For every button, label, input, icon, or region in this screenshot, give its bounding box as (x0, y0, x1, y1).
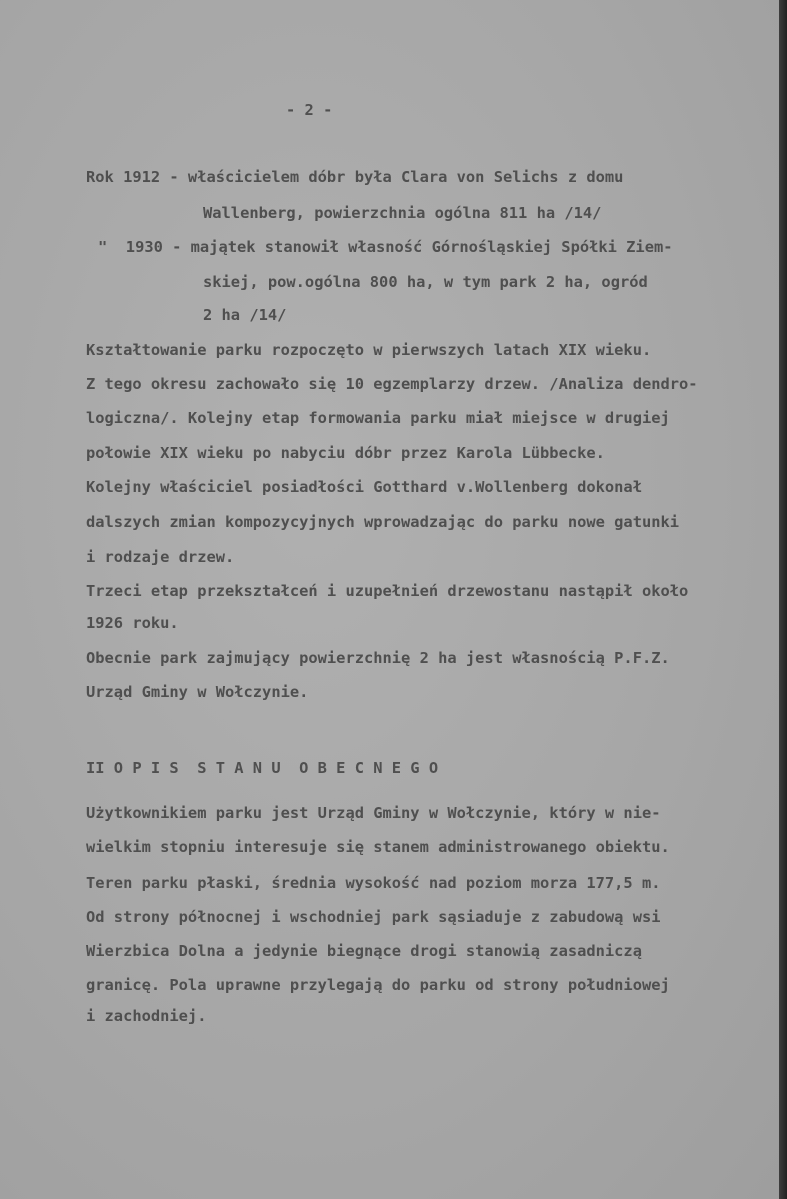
paragraph-line: dalszych zmian kompozycyjnych wprowadzając do parku nowe gatunki (86, 513, 680, 531)
paragraph-line: Wierzbica Dolna a jedynie biegnące drogi stanowią zasadniczą (86, 942, 642, 960)
paragraph-line: granicę. Pola uprawne przylegają do parku od strony południowej (86, 976, 670, 994)
paragraph-line: Teren parku płaski, średnia wysokość nad poziom morza 177,5 m. (86, 874, 661, 892)
paragraph-line: Trzeci etap przekształceń i uzupełnień drzewostanu nastąpił około (86, 582, 689, 600)
page-number: - 2 - (286, 101, 333, 119)
paragraph-line: logiczna/. Kolejny etap formowania parku miał miejsce w drugiej (86, 409, 670, 427)
section-heading: II O P I S S T A N U O B E C N E G O (86, 759, 439, 777)
paragraph-line: Z tego okresu zachowało się 10 egzemplarzy drzew. /Analiza dendro- (86, 375, 698, 393)
history-line: Wallenberg, powierzchnia ogólna 811 ha /14/ (203, 204, 602, 222)
history-line: 2 ha /14/ (203, 306, 287, 324)
paragraph-line: Obecnie park zajmujący powierzchnię 2 ha jest własnością P.F.Z. (86, 649, 670, 667)
history-line: " 1930 - majątek stanowił własność Górnośląskiej Spółki Ziem- (98, 238, 673, 256)
paragraph-line: Urząd Gminy w Wołczynie. (86, 683, 309, 701)
history-line: Rok 1912 - właścicielem dóbr była Clara von Selichs z domu (86, 168, 624, 186)
paragraph-line: Kształtowanie parku rozpoczęto w pierwszych latach XIX wieku. (86, 341, 652, 359)
paragraph-line: Kolejny właściciel posiadłości Gotthard v.Wollenberg dokonał (86, 478, 642, 496)
page-edge-shadow (779, 0, 787, 1199)
paragraph-line: Od strony północnej i wschodniej park sąsiaduje z zabudową wsi (86, 908, 661, 926)
paragraph-line: i rodzaje drzew. (86, 548, 235, 566)
paragraph-line: 1926 roku. (86, 614, 179, 632)
history-line: skiej, pow.ogólna 800 ha, w tym park 2 ha, ogród (203, 273, 648, 291)
paragraph-line: wielkim stopniu interesuje się stanem administrowanego obiektu. (86, 838, 670, 856)
paragraph-line: Użytkownikiem parku jest Urząd Gminy w Wołczynie, który w nie- (86, 804, 661, 822)
paragraph-line: i zachodniej. (86, 1007, 207, 1025)
paragraph-line: połowie XIX wieku po nabyciu dóbr przez Karola Lübbecke. (86, 444, 605, 462)
